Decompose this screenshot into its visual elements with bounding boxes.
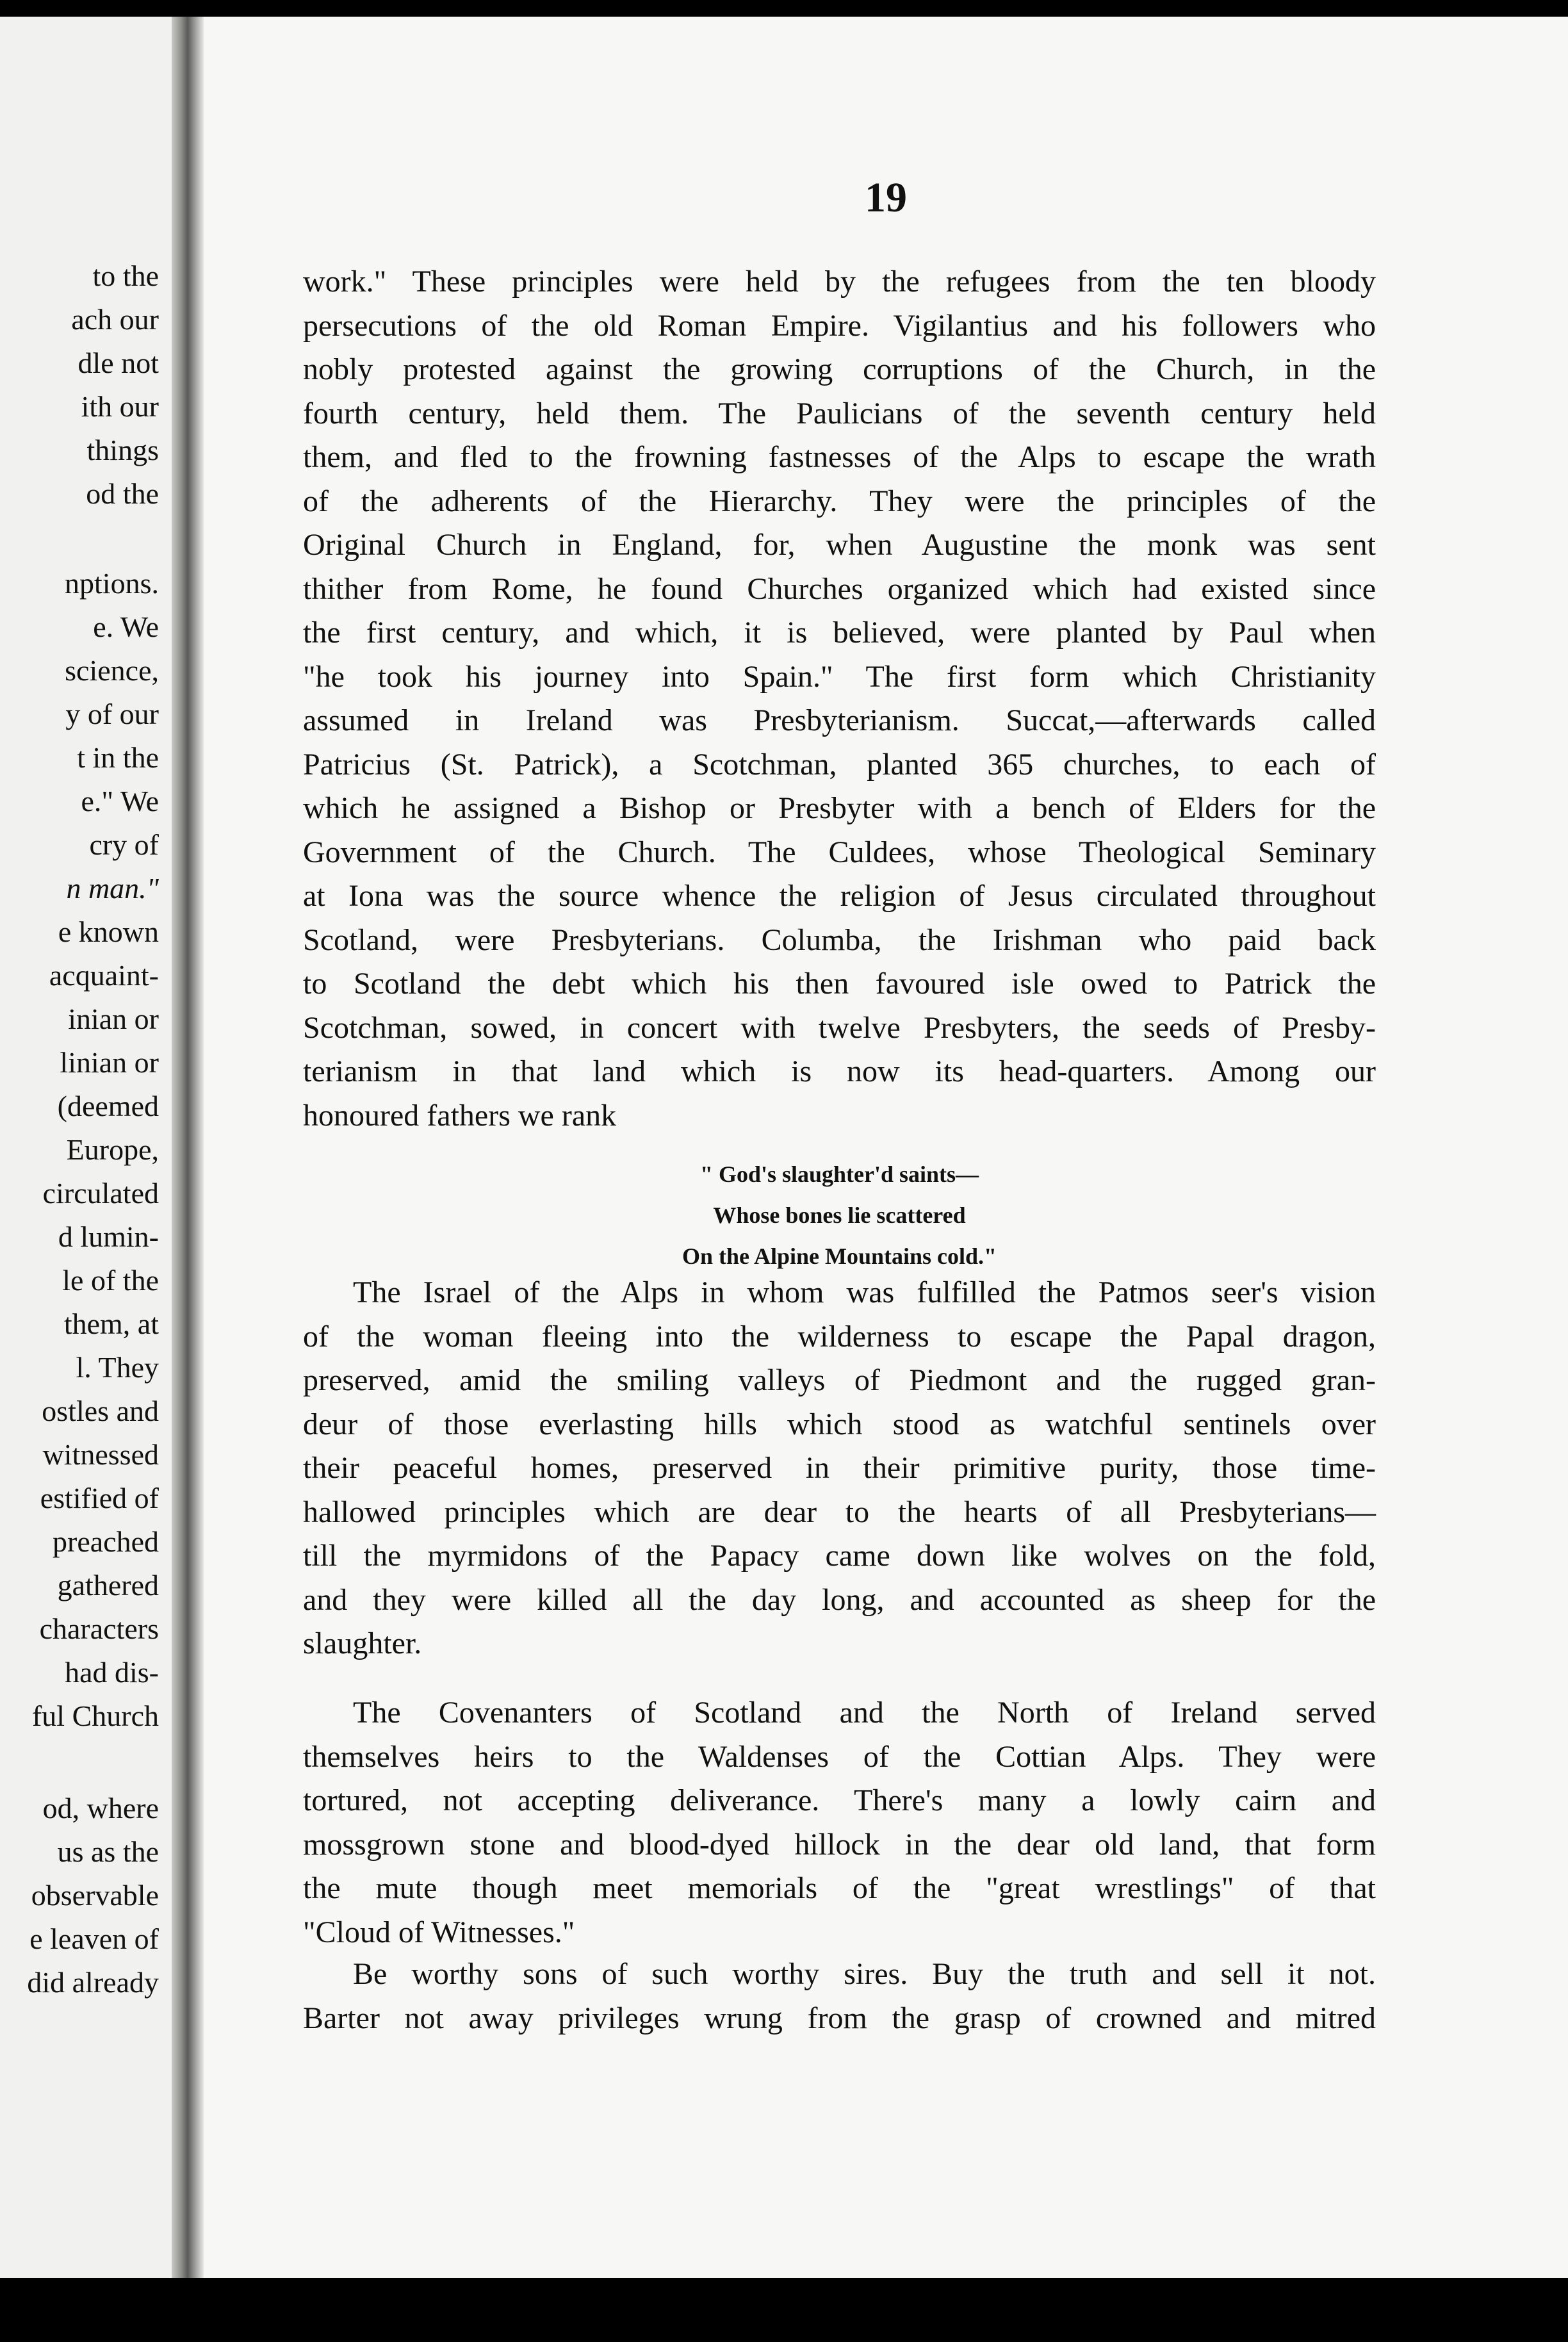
text-line: nobly protested against the growing corruptions of the Church, in the (303, 352, 1376, 386)
text-line: Be worthy sons of such worthy sires. Buy the truth and sell it not. (353, 1957, 1376, 1991)
scan-border-top (0, 0, 1568, 17)
text-line: their peaceful homes, preserved in their primitive purity, those time- (303, 1451, 1376, 1485)
left-fragment: e. We (93, 610, 159, 643)
left-fragment: inian or (68, 1003, 159, 1035)
left-fragment: dle not (78, 347, 159, 379)
text-line: The Israel of the Alps in whom was fulfilled the Patmos seer's vision (353, 1275, 1376, 1309)
left-fragment: ith our (81, 390, 159, 423)
text-line: at Iona was the source whence the religion of Jesus circulated throughout (303, 879, 1376, 913)
left-fragment: Europe, (66, 1133, 159, 1166)
text-line: Barter not away privileges wrung from the grasp of crowned and mitred (303, 2001, 1376, 2035)
left-fragment: l. They (76, 1351, 159, 1384)
left-fragment: ostles and (42, 1395, 159, 1427)
left-fragment: preached (53, 1525, 159, 1558)
left-fragment: linian or (60, 1046, 159, 1079)
text-line: fourth century, held them. The Paulicians of the seventh century held (303, 396, 1376, 430)
text-line: which he assigned a Bishop or Presbyter with a bench of Elders for the (303, 791, 1376, 825)
text-line: assumed in Ireland was Presbyterianism. Succat,—afterwards called (303, 703, 1376, 737)
text-line: to Scotland the debt which his then favoured isle owed to Patrick the (303, 967, 1376, 1001)
text-line: themselves heirs to the Waldenses of the Cottian Alps. They were (303, 1739, 1376, 1774)
text-line: deur of those everlasting hills which stood as watchful sentinels over (303, 1407, 1376, 1441)
right-page (204, 17, 1568, 2278)
text-line: the mute though meet memorials of the "great wrestlings" of that (303, 1871, 1376, 1905)
left-fragment: ful Church (31, 1699, 159, 1732)
paragraph-4 (303, 1953, 1376, 2040)
text-line: slaughter. (303, 1626, 422, 1660)
text-line: till the myrmidons of the Papacy came down like wolves on the fold, (303, 1539, 1376, 1573)
text-line: Government of the Church. The Culdees, whose Theological Seminary (303, 835, 1376, 869)
left-fragment: cry of (89, 828, 159, 861)
left-fragment: characters (39, 1612, 159, 1645)
quote-line: Whose bones lie scattered (713, 1202, 966, 1228)
left-fragment: observable (31, 1879, 159, 1912)
quote-line: On the Alpine Mountains cold." (682, 1243, 997, 1269)
left-fragment: (deemed (57, 1090, 159, 1122)
left-fragment: d lumin- (58, 1220, 159, 1253)
text-line: preserved, amid the smiling valleys of Piedmont and the rugged gran- (303, 1363, 1376, 1397)
text-line: of the adherents of the Hierarchy. They were the principles of the (303, 484, 1376, 518)
paragraph-1 (303, 260, 1376, 1138)
text-line: Scotland, were Presbyterians. Columba, the Irishman who paid back (303, 922, 1376, 957)
left-fragment: had dis- (65, 1656, 159, 1689)
left-fragment: e known (58, 915, 159, 948)
text-line: thither from Rome, he found Churches organized which had existed since (303, 571, 1376, 606)
left-fragment: le of the (62, 1264, 159, 1297)
verse-quote (303, 1154, 1376, 1277)
text-line: The Covenanters of Scotland and the North of Ireland served (353, 1696, 1376, 1730)
text-line: terianism in that land which is now its head-quarters. Among our (303, 1054, 1376, 1088)
book-gutter (172, 17, 204, 2278)
left-fragment: e leaven of (29, 1922, 159, 1955)
scan-border-bottom (0, 2278, 1568, 2342)
text-line: mossgrown stone and blood-dyed hillock in the dear old land, that form (303, 1827, 1376, 1862)
left-fragment: things (86, 434, 159, 466)
text-line: "he took his journey into Spain." The first form which Christianity (303, 659, 1376, 694)
left-fragment: ach our (71, 303, 159, 336)
left-fragment: acquaint- (49, 959, 159, 992)
left-fragment: witnessed (42, 1438, 159, 1471)
left-fragment: them, at (63, 1307, 159, 1340)
left-fragment: od, where (42, 1792, 159, 1824)
left-fragment: estified of (40, 1482, 159, 1514)
left-fragment: circulated (42, 1177, 159, 1209)
text-line: Original Church in England, for, when Augustine the monk was sent (303, 528, 1376, 562)
text-line: and they were killed all the day long, and accounted as sheep for the (303, 1582, 1376, 1617)
quote-line: " God's slaughter'd saints— (699, 1161, 979, 1187)
page-number: 19 (865, 174, 907, 221)
left-fragment: y of our (65, 698, 159, 730)
left-fragment: science, (65, 654, 159, 687)
left-fragment: did already (27, 1966, 159, 1999)
left-fragment: n man." (66, 872, 159, 905)
paragraph-2 (303, 1271, 1376, 1666)
text-line: honoured fathers we rank (303, 1098, 617, 1133)
text-line: persecutions of the old Roman Empire. Vigilantius and his followers who (303, 308, 1376, 343)
left-fragment: e." We (81, 785, 159, 817)
left-fragment: od the (86, 477, 159, 510)
left-fragment: us as the (57, 1835, 159, 1868)
text-line: the first century, and which, it is believed, were planted by Paul when (303, 616, 1376, 650)
left-fragment: t in the (77, 741, 159, 774)
text-line: "Cloud of Witnesses." (303, 1915, 575, 1949)
left-fragment: gathered (57, 1569, 159, 1601)
left-fragment: nptions. (65, 567, 159, 600)
text-line: work." These principles were held by the refugees from the ten bloody (303, 265, 1376, 299)
text-line: Scotchman, sowed, in concert with twelve Presbyters, the seeds of Presby- (303, 1010, 1376, 1045)
left-fragment: to the (92, 259, 159, 292)
paragraph-3 (303, 1691, 1376, 1954)
text-line: them, and fled to the frowning fastnesses of the Alps to escape the wrath (303, 440, 1376, 474)
text-line: tortured, not accepting deliverance. There's many a lowly cairn and (303, 1783, 1376, 1817)
text-line: hallowed principles which are dear to the hearts of all Presbyterians— (303, 1494, 1376, 1529)
left-page-margin (0, 17, 172, 2278)
text-line: of the woman fleeing into the wilderness to escape the Papal dragon, (303, 1319, 1376, 1354)
text-line: Patricius (St. Patrick), a Scotchman, planted 365 churches, to each of (303, 747, 1376, 782)
